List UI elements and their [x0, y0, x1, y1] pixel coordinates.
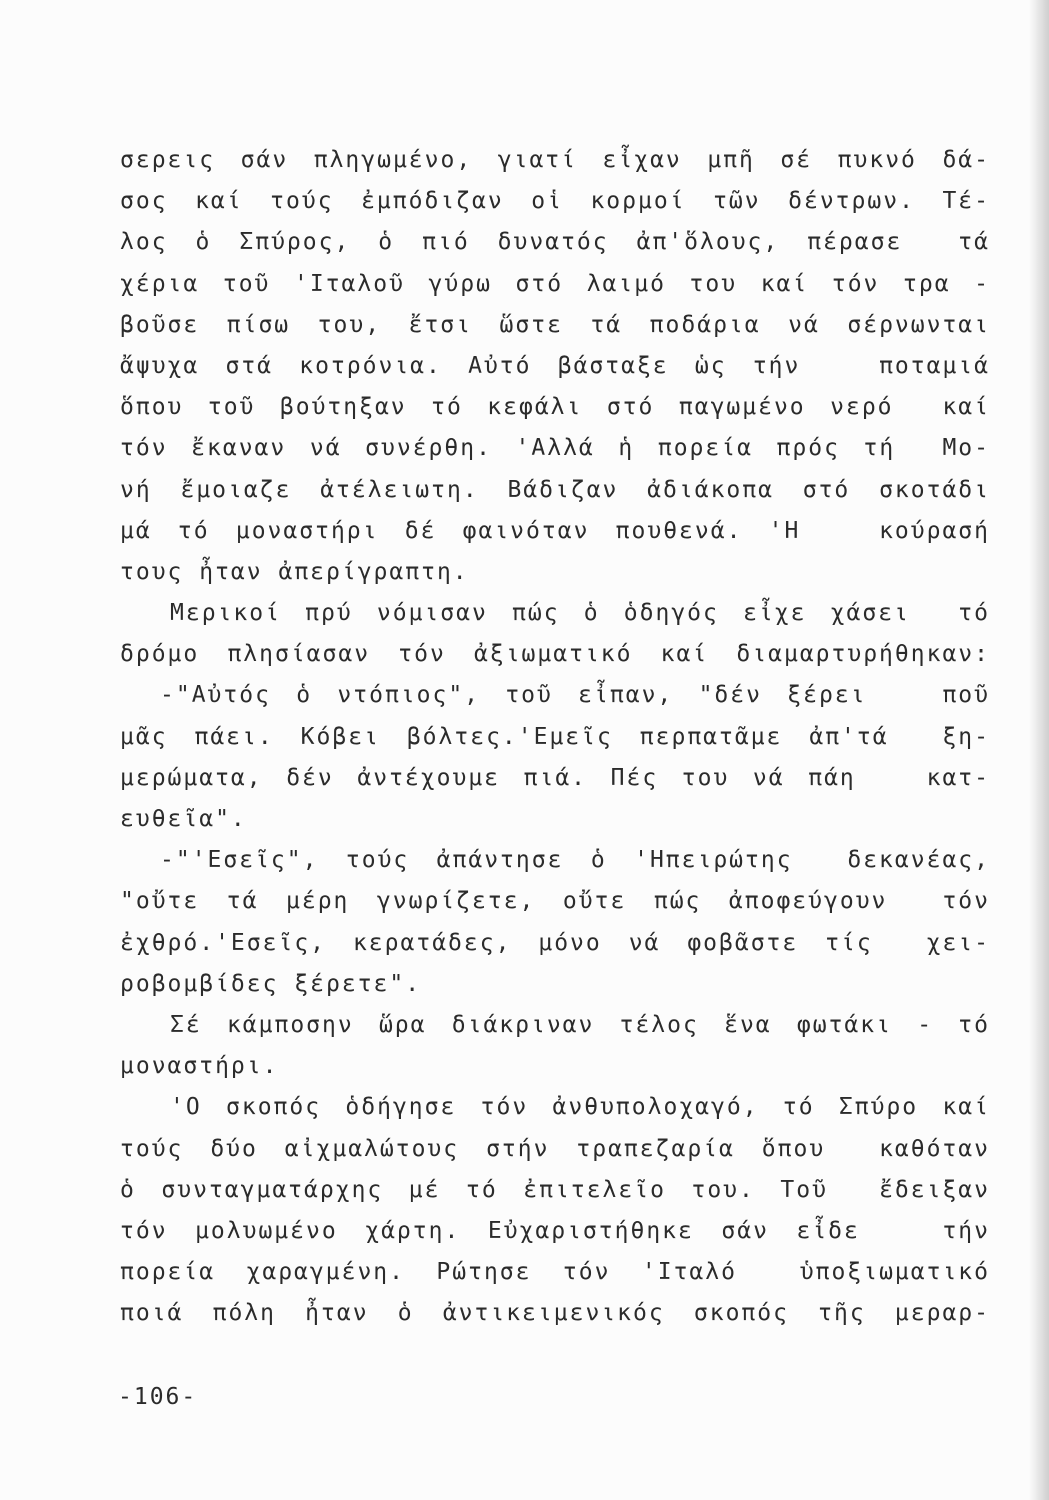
page-number: -106-: [118, 1384, 198, 1410]
page-edge-shadow: [1029, 0, 1049, 1500]
text-line: λος ὁ Σπύρος, ὁ πιό δυνατός ἀπ'ὅλους, πέρασε τά: [120, 229, 990, 256]
text-line: τούς δύο αἰχμαλώτους στήν τραπεζαρία ὅπου καθόταν: [120, 1135, 990, 1162]
text-line: ευθεῖα".: [120, 806, 247, 832]
text-line: χέρια τοῦ 'Ιταλοῦ γύρω στό λαιμό του καί τόν τρα -: [120, 270, 990, 297]
text-line: μοναστήρι.: [120, 1053, 279, 1080]
text-line: δρόμο πλησίασαν τόν ἀξιωματικό καί διαμαρτυρήθηκαν:: [120, 641, 990, 668]
text-line: Μερικοί πρύ νόμισαν πώς ὁ ὁδηγός εἶχε χάσει τό: [170, 600, 990, 627]
text-line: ὁ συνταγματάρχης μέ τό ἐπιτελεῖο του. Τοῦ ἔδειξαν: [120, 1176, 990, 1203]
text-line: βοῦσε πίσω του, ἔτσι ὥστε τά ποδάρια νά σέρνωνται: [120, 311, 990, 338]
text-line: ἐχθρό.'Εσεῖς, κερατάδες, μόνο νά φοβᾶστε τίς χει-: [120, 929, 990, 956]
text-line: τόν μολυωμένο χάρτη. Εὐχαριστήθηκε σάν εἶδε τήν: [120, 1217, 990, 1244]
text-line: νή ἔμοιαζε ἀτέλειωτη. Βάδιζαν ἀδιάκοπα στό σκοτάδι: [120, 476, 990, 503]
text-line: ἄψυχα στά κοτρόνια. Αὐτό βάσταξε ὡς τήν ποταμιά: [120, 352, 990, 379]
text-line: μᾶς πάει. Κόβει βόλτες.'Εμεῖς περπατᾶμε ἀπ'τά ξη-: [120, 723, 990, 750]
body-text: [120, 140, 990, 1334]
text-line: Σέ κάμποσην ὥρα διάκριναν τέλος ἕνα φωτάκι - τό: [170, 1011, 990, 1038]
text-line: -"'Εσεῖς", τούς ἀπάντησε ὁ 'Ηπειρώτης δεκανέας,: [160, 847, 990, 874]
text-line: τους ἦταν ἀπερίγραπτη.: [120, 558, 469, 585]
text-line: πορεία χαραγμένη. Ρώτησε τόν 'Ιταλό ὑποξιωματικό: [120, 1259, 990, 1286]
text-line: μά τό μοναστήρι δέ φαινόταν πουθενά. 'Η κούρασή: [120, 517, 990, 544]
text-line: -"Αὐτός ὁ ντόπιος", τοῦ εἶπαν, "δέν ξέρει ποῦ: [160, 682, 990, 709]
text-line: μερώματα, δέν ἀντέχουμε πιά. Πές του νά πάη κατ-: [120, 764, 990, 791]
text-line: 'Ο σκοπός ὁδήγησε τόν ἀνθυπολοχαγό, τό Σπύρο καί: [170, 1094, 990, 1121]
text-line: σερεις σάν πληγωμένο, γιατί εἶχαν μπῆ σέ πυκνό δά-: [120, 147, 990, 173]
text-line: ροβομβίδες ξέρετε".: [120, 970, 422, 997]
text-line: ποιά πόλη ἦταν ὁ ἀντικειμενικός σκοπός τῆς μεραρ-: [120, 1300, 990, 1327]
text-line: τόν ἔκαναν νά συνέρθη. 'Αλλά ἡ πορεία πρός τή Μο-: [120, 435, 990, 462]
text-line: σος καί τούς ἐμπόδιζαν οἱ κορμοί τῶν δέντρων. Τέ-: [120, 188, 990, 215]
text-line: "οὔτε τά μέρη γνωρίζετε, οὔτε πώς ἀποφεύγουν τόν: [120, 888, 990, 915]
text-line: ὅπου τοῦ βούτηξαν τό κεφάλι στό παγωμένο νερό καί: [120, 394, 990, 421]
